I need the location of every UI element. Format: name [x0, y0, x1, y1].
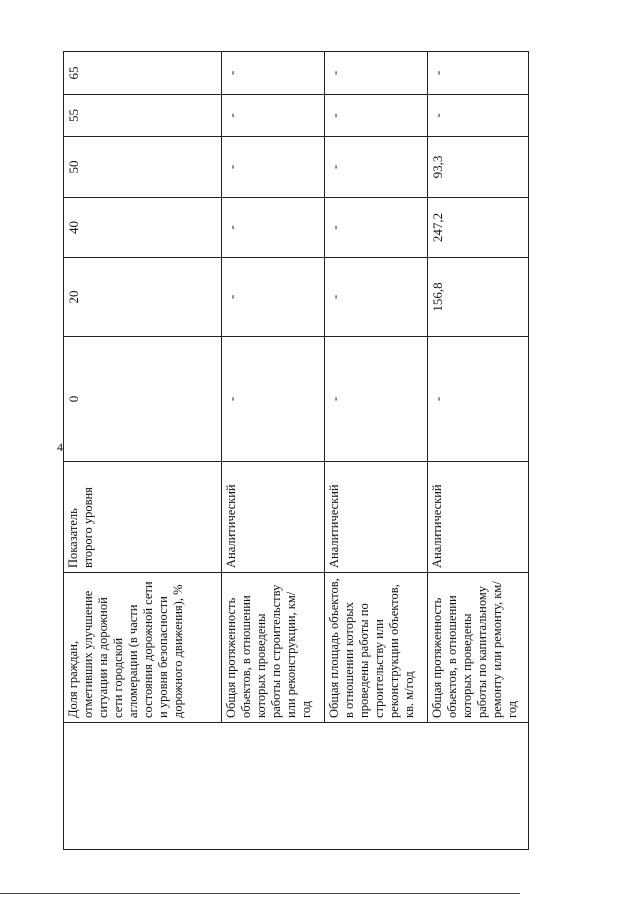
- value-cell: -: [222, 337, 325, 462]
- value-cell: 0: [64, 337, 222, 462]
- value-cell: -: [222, 137, 325, 198]
- value-cell: -: [428, 95, 529, 137]
- page-number: 4: [57, 440, 63, 454]
- value-cell: -: [325, 337, 428, 462]
- indicator-name: Доля граждан, отметивших улучшение ситуации на дорожной сети городской агломерации (в части состояния дорожной сети и уровня безопасности дорожного движения), %: [64, 573, 222, 723]
- blank-cell: [64, 723, 529, 850]
- value-cell: -: [325, 137, 428, 198]
- value-cell: -: [222, 198, 325, 258]
- value-cell: 50: [64, 137, 222, 198]
- indicators-table: [63, 51, 529, 850]
- value-cell: -: [428, 52, 529, 95]
- value-cell: -: [222, 52, 325, 95]
- indicator-type: Показатель второго уровня: [64, 462, 222, 573]
- table-row: [64, 52, 222, 850]
- footer-divider: [0, 893, 520, 894]
- value-cell: -: [222, 258, 325, 337]
- value-cell: 93,3: [428, 137, 529, 198]
- value-cell: -: [325, 258, 428, 337]
- value-cell: -: [222, 95, 325, 137]
- value-cell: 65: [64, 52, 222, 95]
- value-cell: -: [325, 52, 428, 95]
- value-cell: -: [428, 337, 529, 462]
- value-cell: 55: [64, 95, 222, 137]
- value-cell: 156,8: [428, 258, 529, 337]
- value-cell: 40: [64, 198, 222, 258]
- value-cell: 247,2: [428, 198, 529, 258]
- indicator-type: Аналитический: [222, 462, 325, 573]
- indicator-type: Аналитический: [428, 462, 529, 573]
- value-cell: -: [325, 198, 428, 258]
- indicator-type: Аналитический: [325, 462, 428, 573]
- indicator-name: Общая протяженность объектов, в отношении которых проведены работы по строительству или реконструкции, км/год: [222, 573, 325, 723]
- rotated-table-container: [63, 62, 528, 850]
- indicator-name: Общая площадь объектов, в отношении которых проведены работы по строительству или реконструкции объектов, кв. м/год: [325, 573, 428, 723]
- value-cell: -: [325, 95, 428, 137]
- value-cell: 20: [64, 258, 222, 337]
- indicator-name: Общая протяженность объектов, в отношении которых проведены работы по капитальному ремонту или ремонту, км/год: [428, 573, 529, 723]
